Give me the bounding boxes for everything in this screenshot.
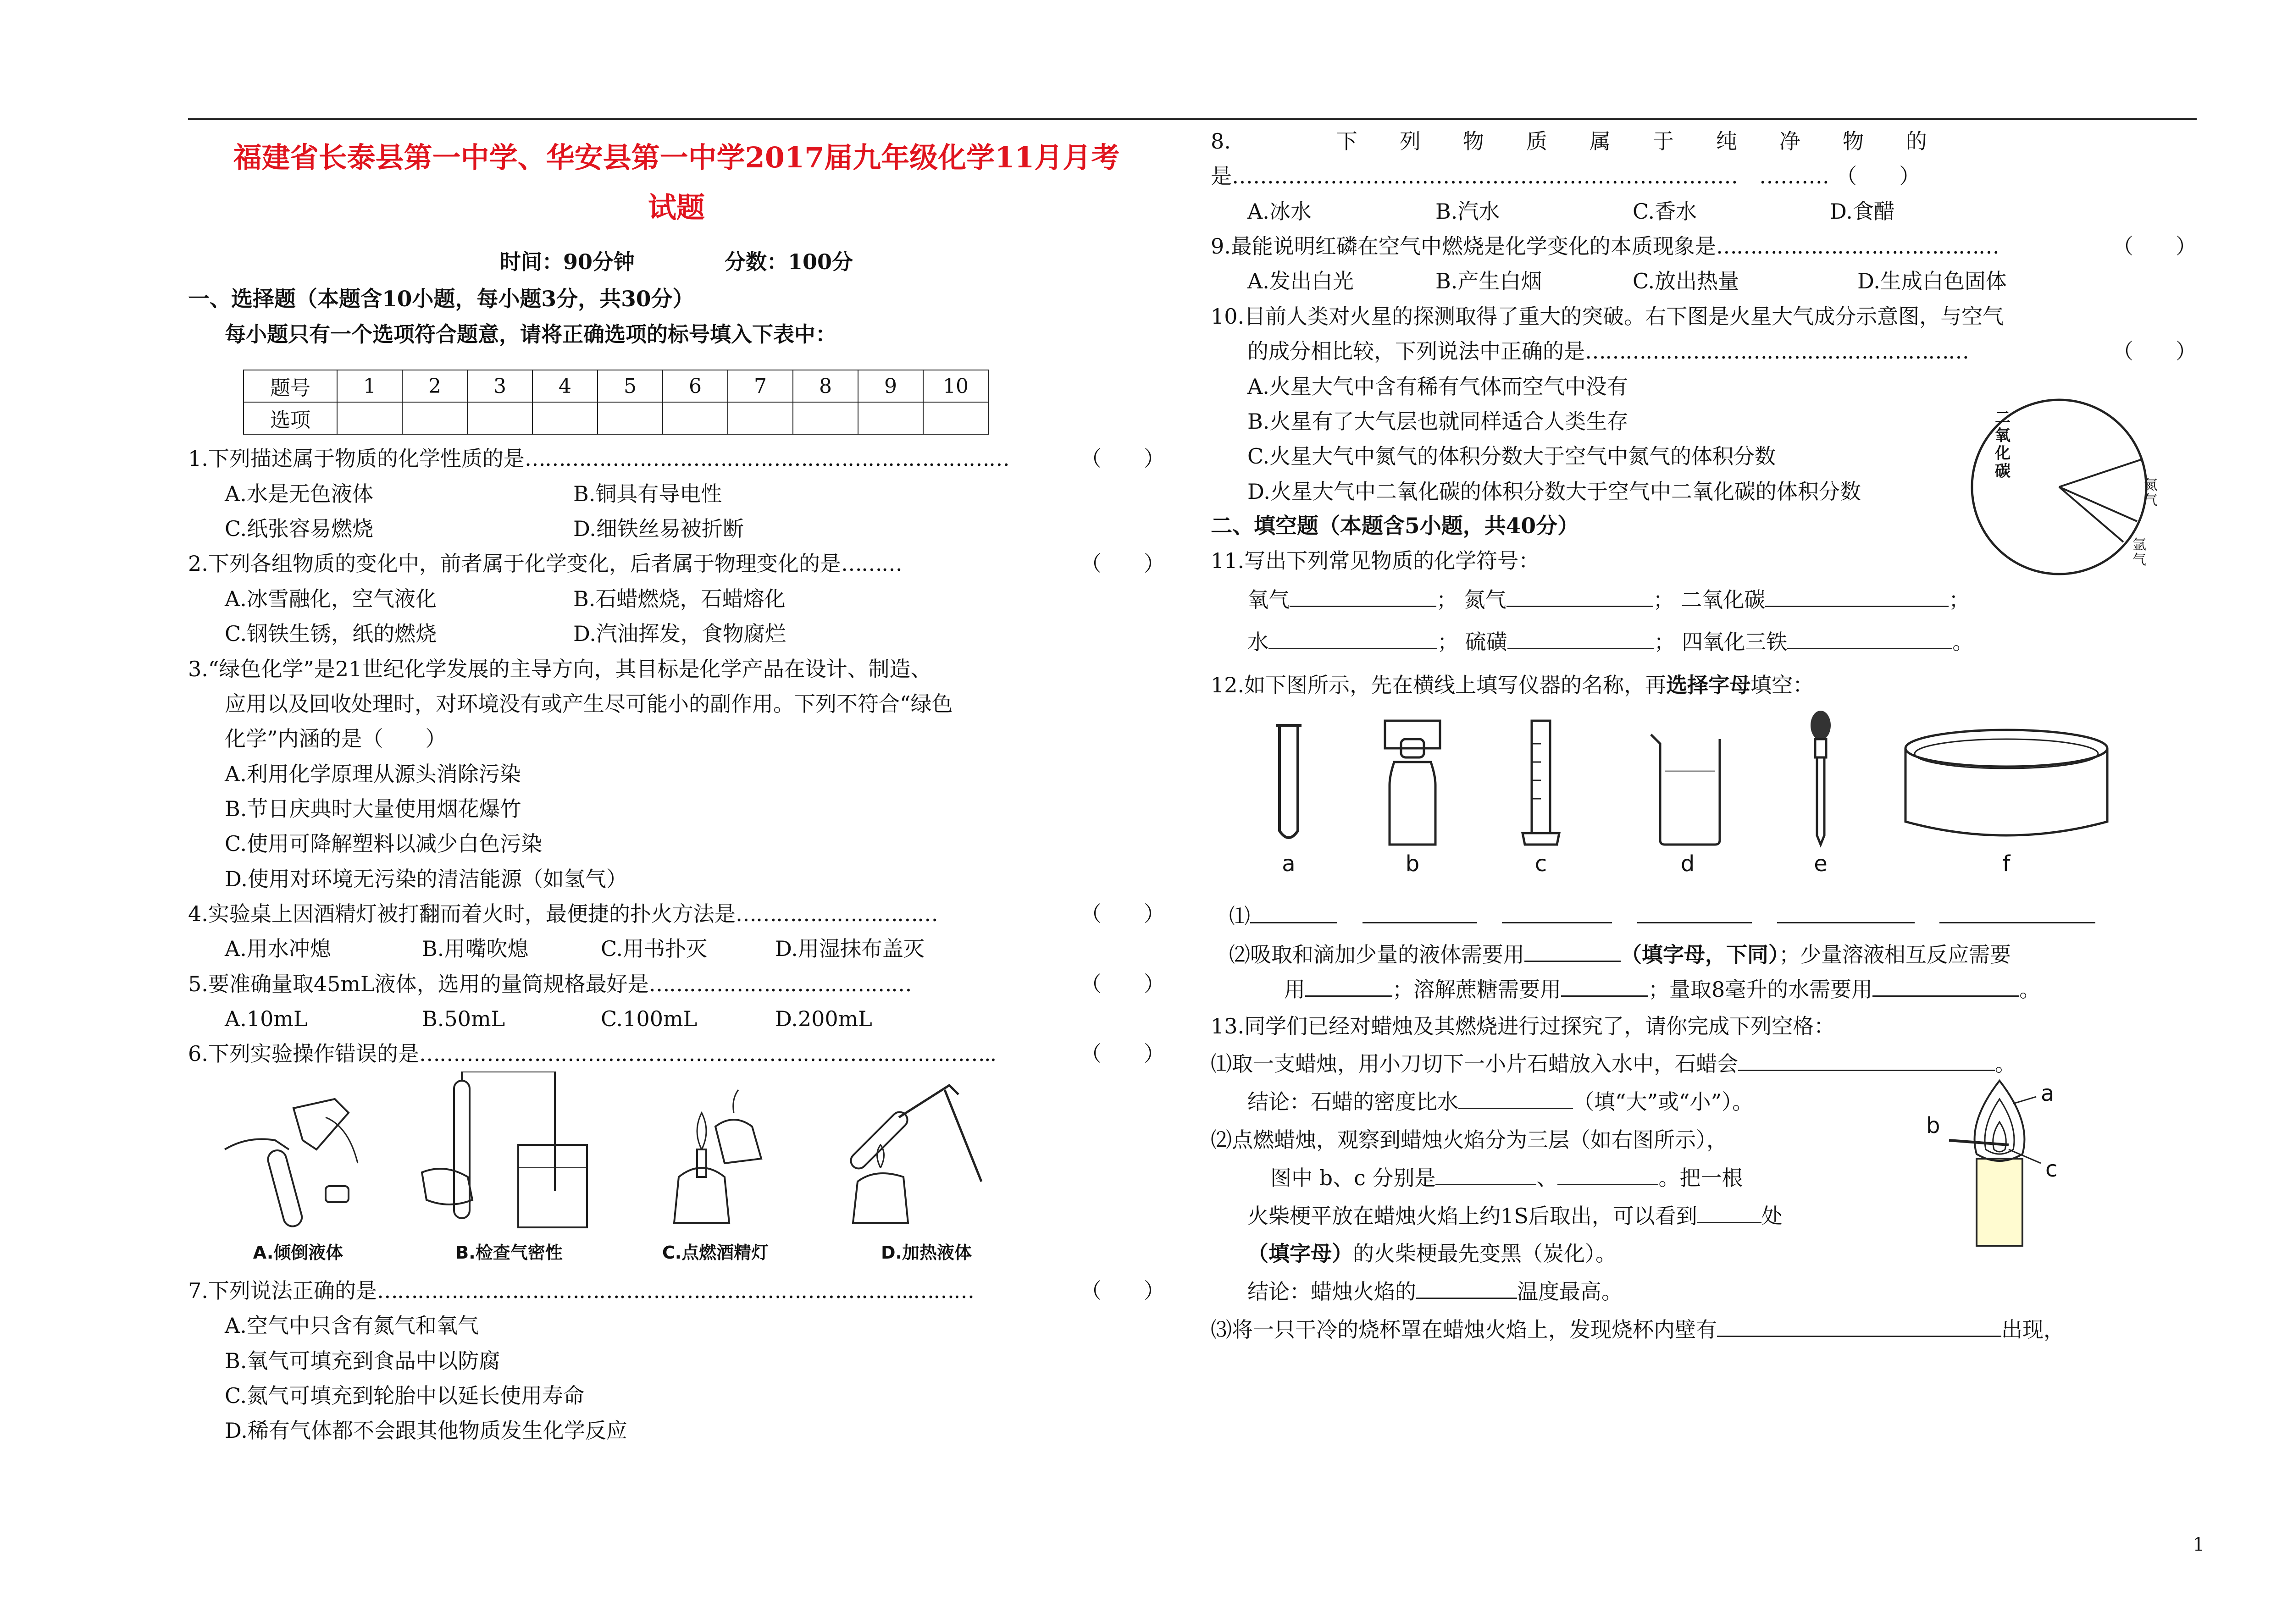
answer-cell[interactable]: [337, 402, 402, 434]
answer-blank[interactable]: [1765, 586, 1949, 607]
table-cell: 选项: [244, 402, 337, 434]
answer-cell[interactable]: [598, 402, 663, 434]
q3-stem-line3: 化学”内涵的是（ ）: [225, 726, 447, 751]
table-cell: 3: [467, 370, 532, 402]
figure-caption: D.加热液体: [881, 1242, 972, 1263]
q8-stem-line2: 是……………………………………………………………… ………. （ ）: [1211, 164, 1921, 189]
pie-label-n2: 氮气: [2144, 477, 2158, 508]
option[interactable]: A.冰雪融化，空气液化: [225, 586, 437, 611]
option[interactable]: C.香水: [1633, 199, 1697, 224]
q2-options: [188, 581, 1165, 616]
apparatus-f[interactable]: f: [1899, 725, 2114, 877]
figure-heat-liquid[interactable]: [830, 1076, 1023, 1264]
q9-stem: 9.最能说明红磷在空气中燃烧是化学变化的本质现象是…………………………………… （ ）: [1211, 234, 2197, 259]
q11-stem: 11.写出下列常见物质的化学符号：: [1211, 548, 1540, 574]
option[interactable]: C.放出热量: [1633, 269, 1739, 294]
answer-blank[interactable]: [1363, 902, 1477, 923]
answer-table: [243, 370, 989, 435]
table-cell: 题号: [244, 370, 337, 402]
answer-blank[interactable]: [1787, 628, 1952, 649]
option[interactable]: B.汽水: [1435, 199, 1500, 224]
answer-blank[interactable]: [1697, 1202, 1761, 1223]
option[interactable]: A.火星大气中含有稀有气体而空气中没有: [1247, 374, 1628, 399]
q11-row1: 氧气 ； 氮气 ； 二氧化碳 ；: [1211, 579, 2197, 621]
answer-blank[interactable]: [1561, 975, 1648, 997]
q13-s1: ⑴取一支蜡烛，用小刀切下一小片石蜡放入水中，石蜡会 。: [1211, 1045, 2197, 1083]
option[interactable]: B.氧气可填充到食品中以防腐: [225, 1348, 500, 1373]
light-lamp-icon: [633, 1085, 798, 1237]
section1-instruction: 每小题只有一个选项符合题意，请将正确选项的标号填入下表中：: [225, 322, 836, 347]
answer-cell[interactable]: [858, 402, 923, 434]
beaker-icon: [1646, 730, 1729, 849]
answer-blank[interactable]: [1250, 902, 1337, 923]
gas-jar-icon: [1380, 716, 1445, 849]
option[interactable]: D.火星大气中二氧化碳的体积分数大于空气中二氧化碳的体积分数: [1247, 479, 1861, 504]
option[interactable]: C.氮气可填充到轮胎中以延长使用寿命: [225, 1383, 585, 1408]
q12-part2: ⑵吸取和滴加少量的液体需要用 （填字母，下同）；少量溶液相互反应需要: [1211, 937, 2197, 972]
answer-blank[interactable]: [1290, 586, 1436, 607]
pour-liquid-icon: [211, 1081, 385, 1237]
q10-stem-line1: 10.目前人类对火星的探测取得了重大的突破。右下图是火星大气成分示意图，与空气: [1211, 304, 2004, 329]
dropper-icon: [1802, 707, 1839, 849]
answer-cell[interactable]: [728, 402, 793, 434]
q1-options: [188, 511, 1165, 546]
option[interactable]: A.水是无色液体: [225, 481, 373, 506]
answer-blank[interactable]: [1416, 1277, 1517, 1299]
table-cell: 1: [337, 370, 402, 402]
figure-pour-liquid[interactable]: [211, 1081, 385, 1264]
answer-blank[interactable]: [1435, 1164, 1536, 1185]
answer-cell[interactable]: [923, 402, 988, 434]
q1-options: [188, 476, 1165, 511]
option[interactable]: D.稀有气体都不会跟其他物质发生化学反应: [225, 1418, 627, 1443]
option[interactable]: B.用嘴吹熄: [422, 936, 529, 961]
apparatus-e[interactable]: e: [1802, 707, 1839, 877]
q1-stem: 1.下列描述属于物质的化学性质的是……………………………………………………………… （ ）: [188, 446, 1165, 471]
q5-stem: 5.要准确量取45mL液体，选用的量筒规格最好是………………………………… （ ）: [188, 971, 1165, 996]
q13-s2-line2: 图中 b、c 分别是 、 。把一根: [1211, 1159, 2197, 1197]
q4-options: [188, 931, 1165, 966]
q13-block: [1211, 1007, 2197, 1349]
q13-s2: ⑵点燃蜡烛，观察到蜡烛火焰分为三层（如右图所示），: [1211, 1127, 1728, 1152]
option[interactable]: D.200mL: [775, 1006, 872, 1032]
answer-cell[interactable]: [467, 402, 532, 434]
time-label: 时间：90分钟: [499, 249, 635, 274]
answer-blank[interactable]: [1557, 1164, 1658, 1185]
option[interactable]: D.生成白色固体: [1857, 269, 2007, 294]
answer-cell[interactable]: [402, 402, 467, 434]
figure-caption: C.点燃酒精灯: [662, 1242, 769, 1263]
q10-stem-line2: 的成分相比较，下列说法中正确的是………………………………………………… （ ）: [1247, 339, 2197, 364]
test-tube-icon: [1270, 721, 1307, 849]
page-top-rule: [188, 118, 2197, 120]
table-cell: 5: [598, 370, 663, 402]
apparatus-a[interactable]: a: [1270, 721, 1307, 877]
answer-blank[interactable]: [1637, 902, 1752, 923]
option[interactable]: A.空气中只含有氮气和氧气: [225, 1313, 479, 1338]
q7-stem: 7.下列说法正确的是……………………………………………………………………..……… （ ）: [188, 1278, 1165, 1303]
heat-liquid-icon: [830, 1076, 1023, 1237]
figure-caption: B.检查气密性: [455, 1242, 563, 1263]
q2-options: [188, 616, 1165, 651]
pie-label-ar: 氩气: [2132, 536, 2146, 568]
option[interactable]: D.使用对环境无污染的清洁能源（如氢气）: [225, 866, 627, 891]
pie-label-co2: 二氧化碳: [1995, 408, 2011, 481]
table-cell: 4: [532, 370, 598, 402]
table-cell: 9: [858, 370, 923, 402]
section2-heading: 二、填空题（本题含5小题，共40分）: [1211, 513, 1579, 539]
answer-cell[interactable]: [793, 402, 858, 434]
candle-flame-figure: [1917, 1076, 2082, 1250]
answer-blank[interactable]: [1305, 975, 1392, 997]
answer-blank[interactable]: [1268, 628, 1437, 649]
option[interactable]: C.火星大气中氮气的体积分数大于空气中氮气的体积分数: [1247, 444, 1776, 469]
option[interactable]: C.用书扑灭: [601, 936, 708, 961]
q12-part3: 用 ；溶解蔗糖需要用 ；量取8毫升的水需要用 。: [1211, 972, 2197, 1007]
answer-blank[interactable]: [1507, 628, 1654, 649]
table-cell: 8: [793, 370, 858, 402]
figure-light-lamp[interactable]: [633, 1085, 798, 1264]
option[interactable]: D.食醋: [1830, 199, 1895, 224]
option[interactable]: A.利用化学原理从源头消除污染: [225, 761, 521, 786]
answer-cell[interactable]: [663, 402, 728, 434]
answer-blank[interactable]: [1939, 902, 2095, 923]
option[interactable]: B.产生白烟: [1435, 269, 1542, 294]
answer-blank[interactable]: [1738, 1050, 1995, 1071]
score-label: 分数：100分: [725, 249, 853, 274]
airtight-check-icon: [417, 1072, 601, 1237]
q6-stem: 6.下列实验操作错误的是………………………………………………………………………….. （ ）: [188, 1041, 1165, 1066]
q13-s2-line4: （填字母）的火柴梗最先变黑（炭化）。: [1247, 1241, 1617, 1266]
answer-blank[interactable]: [1458, 1088, 1573, 1109]
q8-stem: 8. 下 列 物 质 属 于 纯 净 物 的: [1211, 129, 1927, 154]
q13-s2-line3: 火柴梗平放在蜡烛火焰上约1S后取出，可以看到 处: [1211, 1197, 2197, 1235]
option[interactable]: A.10mL: [225, 1006, 308, 1032]
q8-options: [1211, 194, 2197, 229]
q12-apparatus-row: [1211, 702, 2197, 895]
option[interactable]: A.发出白光: [1247, 269, 1354, 294]
evaporating-dish-icon: [1899, 725, 2114, 849]
flame-label-b: b: [1926, 1112, 1940, 1138]
answer-blank[interactable]: [1777, 902, 1915, 923]
q12-stem: 12.如下图所示，先在横线上填写仪器的名称，再选择字母填空：: [1211, 672, 1814, 697]
answer-table-answer-row: [244, 402, 988, 434]
q13-c1: 结论：石蜡的密度比水 （填“大”或“小”）。: [1211, 1083, 2197, 1121]
option[interactable]: B.节日庆典时大量使用烟花爆竹: [225, 796, 521, 821]
graduated-cylinder-icon: [1518, 716, 1564, 849]
apparatus-c[interactable]: c: [1518, 716, 1564, 877]
exam-title-line2: 试题: [648, 190, 705, 224]
answer-blank[interactable]: [1502, 902, 1612, 923]
q6-figures: [188, 1072, 1165, 1273]
option[interactable]: C.100mL: [601, 1006, 698, 1032]
flame-label-a: a: [2041, 1080, 2055, 1106]
option[interactable]: C.钢铁生锈，纸的燃烧: [225, 621, 437, 646]
q13-c2: 结论：蜡烛火焰的 温度最高。: [1211, 1273, 2197, 1311]
q12-part1: ⑴: [1211, 895, 2197, 937]
section1-heading: 一、选择题（本题含10小题，每小题3分，共30分）: [188, 287, 694, 312]
q5-options: [188, 1001, 1165, 1036]
exam-meta: [188, 245, 1165, 276]
q3-stem-line1: 3.“绿色化学”是21世纪化学发展的主导方向，其目标是化学产品在设计、制造、: [188, 656, 932, 681]
option[interactable]: C.使用可降解塑料以减少白色污染: [225, 831, 543, 856]
answer-table-header-row: [244, 370, 988, 402]
exam-title-line1: 福建省长泰县第一中学、华安县第一中学2017届九年级化学11月月考: [233, 141, 1120, 174]
answer-cell[interactable]: [532, 402, 598, 434]
q11-row2: 水 ； 硫磺 ； 四氧化三铁 。: [1211, 621, 2197, 663]
q2-stem: 2.下列各组物质的变化中，前者属于化学变化，后者属于物理变化的是……… （ ）: [188, 551, 1165, 576]
option[interactable]: A.用水冲熄: [225, 936, 331, 961]
option[interactable]: A.冰水: [1247, 199, 1312, 224]
answer-blank[interactable]: [1717, 1315, 2001, 1337]
option[interactable]: D.用湿抹布盖灭: [775, 936, 925, 961]
apparatus-d[interactable]: d: [1646, 730, 1729, 877]
option[interactable]: B.石蜡燃烧，石蜡熔化: [573, 586, 786, 611]
option[interactable]: B.50mL: [422, 1006, 505, 1032]
table-cell: 6: [663, 370, 728, 402]
table-cell: 7: [728, 370, 793, 402]
answer-blank[interactable]: [1872, 975, 2019, 997]
q3-stem-line2: 应用以及回收处理时，对环境没有或产生尽可能小的副作用。下列不符合“绿色: [225, 691, 953, 716]
figure-caption: A.倾倒液体: [253, 1242, 343, 1263]
answer-blank[interactable]: [1507, 586, 1653, 607]
q9-options: [1211, 264, 2197, 298]
option[interactable]: D.汽油挥发，食物腐烂: [573, 621, 786, 646]
answer-blank[interactable]: [1524, 940, 1621, 962]
option[interactable]: B.铜具有导电性: [573, 481, 722, 506]
apparatus-b[interactable]: b: [1380, 716, 1445, 877]
q13-s3: ⑶将一只干冷的烧杯罩在蜡烛火焰上，发现烧杯内壁有 出现，: [1211, 1311, 2197, 1349]
table-cell: 10: [923, 370, 988, 402]
option[interactable]: D.细铁丝易被折断: [573, 516, 744, 541]
figure-airtight-check[interactable]: [417, 1072, 601, 1264]
right-column: [1211, 124, 2197, 1349]
option[interactable]: C.纸张容易燃烧: [225, 516, 374, 541]
q13-stem: 13.同学们已经对蜡烛及其燃烧进行过探究了，请你完成下列空格：: [1211, 1013, 1835, 1038]
flame-label-c: c: [2045, 1156, 2058, 1182]
option[interactable]: B.火星有了大气层也就同样适合人类生存: [1247, 409, 1628, 434]
table-cell: 2: [402, 370, 467, 402]
left-column: [188, 124, 1165, 1448]
q4-stem: 4.实验桌上因酒精灯被打翻而着火时，最便捷的扑火方法是………………………… （ ）: [188, 901, 1165, 927]
page-number: 1: [2193, 1534, 2204, 1555]
